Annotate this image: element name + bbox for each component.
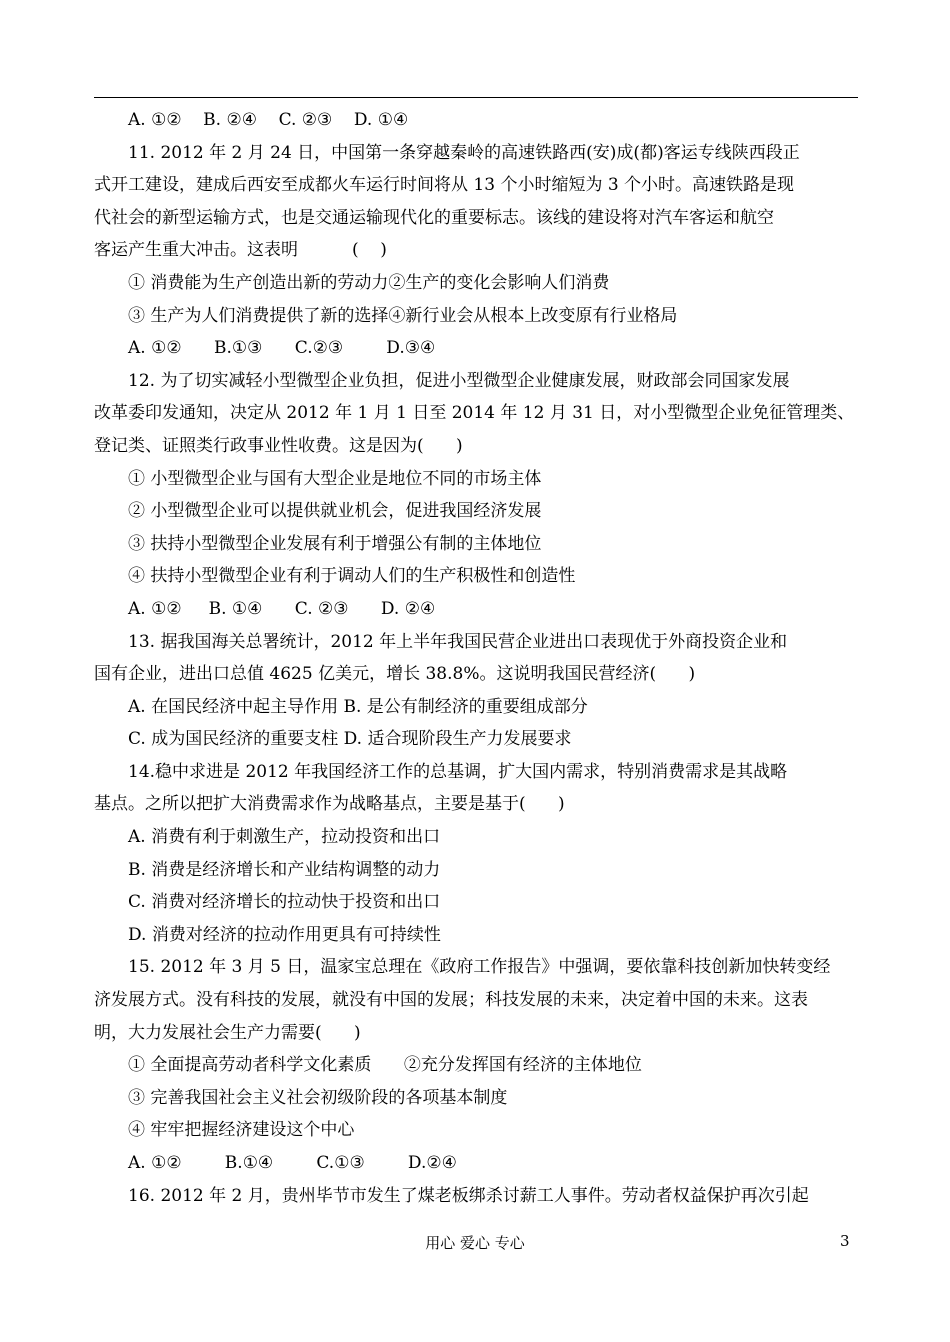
text-line: A. ①② B.①④ C.①③ D.②④ (128, 1153, 457, 1173)
text-line: 基点。之所以把扩大消费需求作为战略基点，主要是基于( ) (94, 794, 565, 815)
footer-slogan: 用心 爱心 专心 (425, 1234, 525, 1252)
text-line: B. 消费是经济增长和产业结构调整的动力 (128, 859, 441, 880)
text-line: A. ①② B. ②④ C. ②③ D. ①④ (128, 110, 409, 130)
text-line: 12. 为了切实减轻小型微型企业负担，促进小型微型企业健康发展，财政部会同国家发展 (128, 370, 790, 391)
text-line: ③ 生产为人们消费提供了新的选择④新行业会从根本上改变原有行业格局 (128, 305, 678, 326)
text-line: 登记类、证照类行政事业性收费。这是因为( ) (94, 435, 463, 456)
text-line: 式开工建设，建成后西安至成都火车运行时间将从 13 个小时缩短为 3 个小时。高速铁路是现 (94, 175, 795, 196)
text-line: 13. 据我国海关总署统计，2012 年上半年我国民营企业进出口表现优于外商投资企业和 (128, 631, 788, 652)
text-line: ① 消费能为生产创造出新的劳动力②生产的变化会影响人们消费 (128, 272, 610, 293)
text-line: ④ 牢牢把握经济建设这个中心 (128, 1120, 355, 1141)
text-line: A. ①② B. ①④ C. ②③ D. ②④ (128, 598, 436, 619)
text-line: C. 成为国民经济的重要支柱 D. 适合现阶段生产力发展要求 (128, 729, 572, 750)
page-number: 3 (840, 1232, 850, 1250)
text-line: 明，大力发展社会生产力需要( ) (94, 1022, 361, 1043)
text-line: 改革委印发通知，决定从 2012 年 1 月 1 日至 2014 年 12 月 31 日，对小型微型企业免征管理类、 (94, 403, 855, 424)
text-line: 11. 2012 年 2 月 24 日，中国第一条穿越秦岭的高速铁路西(安)成(都)客运专线陕西段正 (128, 142, 800, 163)
text-line: 客运产生重大冲击。这表明 ( ) (94, 240, 387, 261)
text-line: A. ①② B.①③ C.②③ D.③④ (128, 338, 436, 359)
text-line: 16. 2012 年 2 月，贵州毕节市发生了煤老板绑杀讨薪工人事件。劳动者权益保护再次引起 (128, 1185, 809, 1206)
text-line: 济发展方式。没有科技的发展，就没有中国的发展；科技发展的未来，决定着中国的未来。这表 (94, 990, 808, 1011)
text-line: 代社会的新型运输方式，也是交通运输现代化的重要标志。该线的建设将对汽车客运和航空 (94, 207, 774, 228)
text-line: 国有企业，进出口总值 4625 亿美元，增长 38.8%。这说明我国民营经济( ) (94, 664, 696, 685)
text-line: ③ 扶持小型微型企业发展有利于增强公有制的主体地位 (128, 533, 542, 554)
text-line: D. 消费对经济的拉动作用更具有可持续性 (128, 924, 441, 945)
text-line: 15. 2012 年 3 月 5 日，温家宝总理在《政府工作报告》中强调，要依靠科技创新加快转变经 (128, 957, 831, 978)
header-rule (94, 97, 858, 98)
page-body (94, 104, 858, 1212)
text-line: ② 小型微型企业可以提供就业机会，促进我国经济发展 (128, 501, 542, 522)
text-line: ③ 完善我国社会主义社会初级阶段的各项基本制度 (128, 1087, 508, 1108)
text-line: ④ 扶持小型微型企业有利于调动人们的生产积极性和创造性 (128, 566, 576, 587)
text-line: A. 消费有利于刺激生产，拉动投资和出口 (128, 827, 441, 848)
text-line: A. 在国民经济中起主导作用 B. 是公有制经济的重要组成部分 (128, 696, 588, 717)
text-line: 14.稳中求进是 2012 年我国经济工作的总基调，扩大国内需求，特别消费需求是其战略 (128, 761, 788, 782)
text-line: ① 小型微型企业与国有大型企业是地位不同的市场主体 (128, 468, 542, 489)
text-line: ① 全面提高劳动者科学文化素质 ②充分发挥国有经济的主体地位 (128, 1055, 642, 1076)
text-line: C. 消费对经济增长的拉动快于投资和出口 (128, 892, 441, 913)
